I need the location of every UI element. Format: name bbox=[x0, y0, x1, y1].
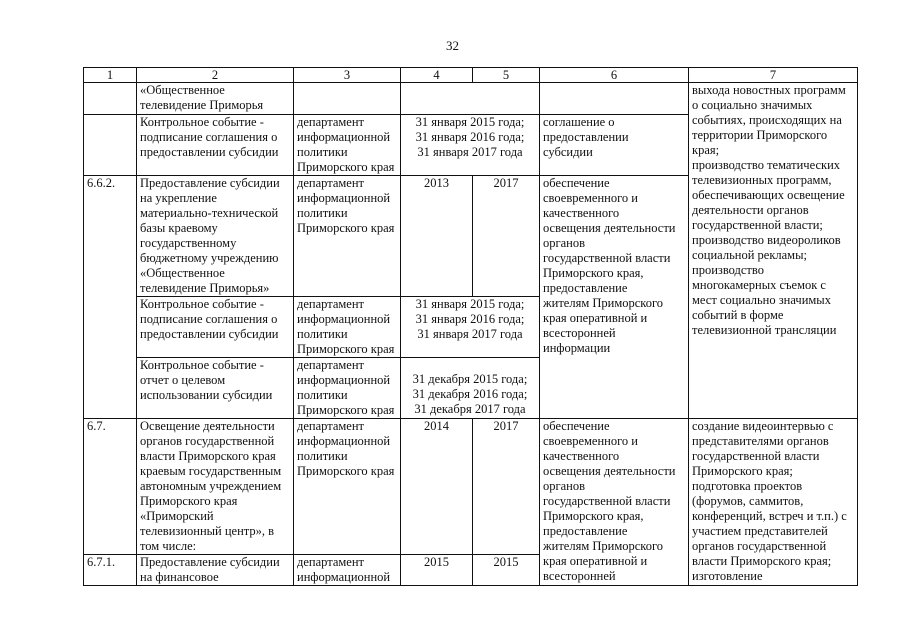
activity-cell: Контрольное событие - подписание соглашения о предоставлении субсидии bbox=[137, 297, 294, 358]
activity-cell: Освещение деятельности органов государственной власти Приморского края краевым государственным автономным учреждением Приморского края «Приморский телевизионный центр», в том числе: bbox=[137, 419, 294, 555]
page-number: 32 bbox=[446, 38, 459, 53]
executor-cell: департамент информационной bbox=[294, 555, 401, 586]
executor-cell: департамент информационной политики Приморского края bbox=[294, 358, 401, 419]
header-cell: 7 bbox=[689, 68, 858, 83]
result-cell: соглашение о предоставлении субсидии bbox=[540, 115, 689, 176]
start-year-cell: 2013 bbox=[401, 176, 473, 297]
header-cell: 1 bbox=[84, 68, 137, 83]
result-cell bbox=[540, 83, 689, 115]
header-cell: 4 bbox=[401, 68, 473, 83]
dates-cell: 31 января 2015 года; 31 января 2016 года; 31 января 2017 года bbox=[401, 115, 540, 176]
activity-cell: Контрольное событие - отчет о целевом использовании субсидии bbox=[137, 358, 294, 419]
number-cell bbox=[84, 115, 137, 176]
activity-cell: Предоставление субсидии на финансовое bbox=[137, 555, 294, 586]
table-row bbox=[84, 83, 858, 115]
dates-cell bbox=[401, 83, 540, 115]
program-table bbox=[83, 67, 858, 586]
header-cell: 3 bbox=[294, 68, 401, 83]
header-cell: 6 bbox=[540, 68, 689, 83]
number-cell: 6.7. bbox=[84, 419, 137, 555]
header-row bbox=[84, 68, 858, 83]
executor-cell: департамент информационной политики Приморского края bbox=[294, 115, 401, 176]
outcome-cell: создание видеоинтервью с представителями органов государственной власти Приморского края; подготовка проектов (форумов, саммитов, конференций, встреч и т.п.) с участием представителей органов государственной власти Приморского края; изготовление bbox=[689, 419, 858, 586]
activity-cell: Предоставление субсидии на укрепление материально-технической базы краевому государственному бюджетному учреждению «Общественное телевидение Приморья» bbox=[137, 176, 294, 297]
start-year-cell: 2014 bbox=[401, 419, 473, 555]
result-cell: обеспечение своевременного и качественного освещения деятельности органов государственной власти Приморского края, предоставление жителям Приморского края оперативной и всесторонней информации bbox=[540, 176, 689, 419]
dates-cell: 31 января 2015 года; 31 января 2016 года; 31 января 2017 года bbox=[401, 297, 540, 358]
table-row bbox=[84, 419, 858, 555]
end-year-cell: 2017 bbox=[473, 419, 540, 555]
result-cell: обеспечение своевременного и качественного освещения деятельности органов государственной власти Приморского края, предоставление жителям Приморского края оперативной и всесторонней bbox=[540, 419, 689, 586]
number-cell: 6.6.2. bbox=[84, 176, 137, 419]
header-cell: 5 bbox=[473, 68, 540, 83]
number-cell: 6.7.1. bbox=[84, 555, 137, 586]
header-cell: 2 bbox=[137, 68, 294, 83]
executor-cell: департамент информационной политики Приморского края bbox=[294, 419, 401, 555]
activity-cell: Контрольное событие - подписание соглашения о предоставлении субсидии bbox=[137, 115, 294, 176]
end-year-cell: 2015 bbox=[473, 555, 540, 586]
end-year-cell: 2017 bbox=[473, 176, 540, 297]
activity-cell: «Общественное телевидение Приморья bbox=[137, 83, 294, 115]
executor-cell bbox=[294, 83, 401, 115]
executor-cell: департамент информационной политики Приморского края bbox=[294, 297, 401, 358]
outcome-cell: выхода новостных программ о социально значимых событиях, происходящих на территории Приморского края; производство тематических телевизионных программ, обеспечивающих освещение деятельности органов государственной власти; производство видеороликов социальной рекламы; производство многокамерных съемок с мест социально значимых событий в форме телевизионной трансляции bbox=[689, 83, 858, 419]
number-cell bbox=[84, 83, 137, 115]
dates-cell: 31 декабря 2015 года; 31 декабря 2016 года; 31 декабря 2017 года bbox=[401, 358, 540, 419]
executor-cell: департамент информационной политики Приморского края bbox=[294, 176, 401, 297]
start-year-cell: 2015 bbox=[401, 555, 473, 586]
